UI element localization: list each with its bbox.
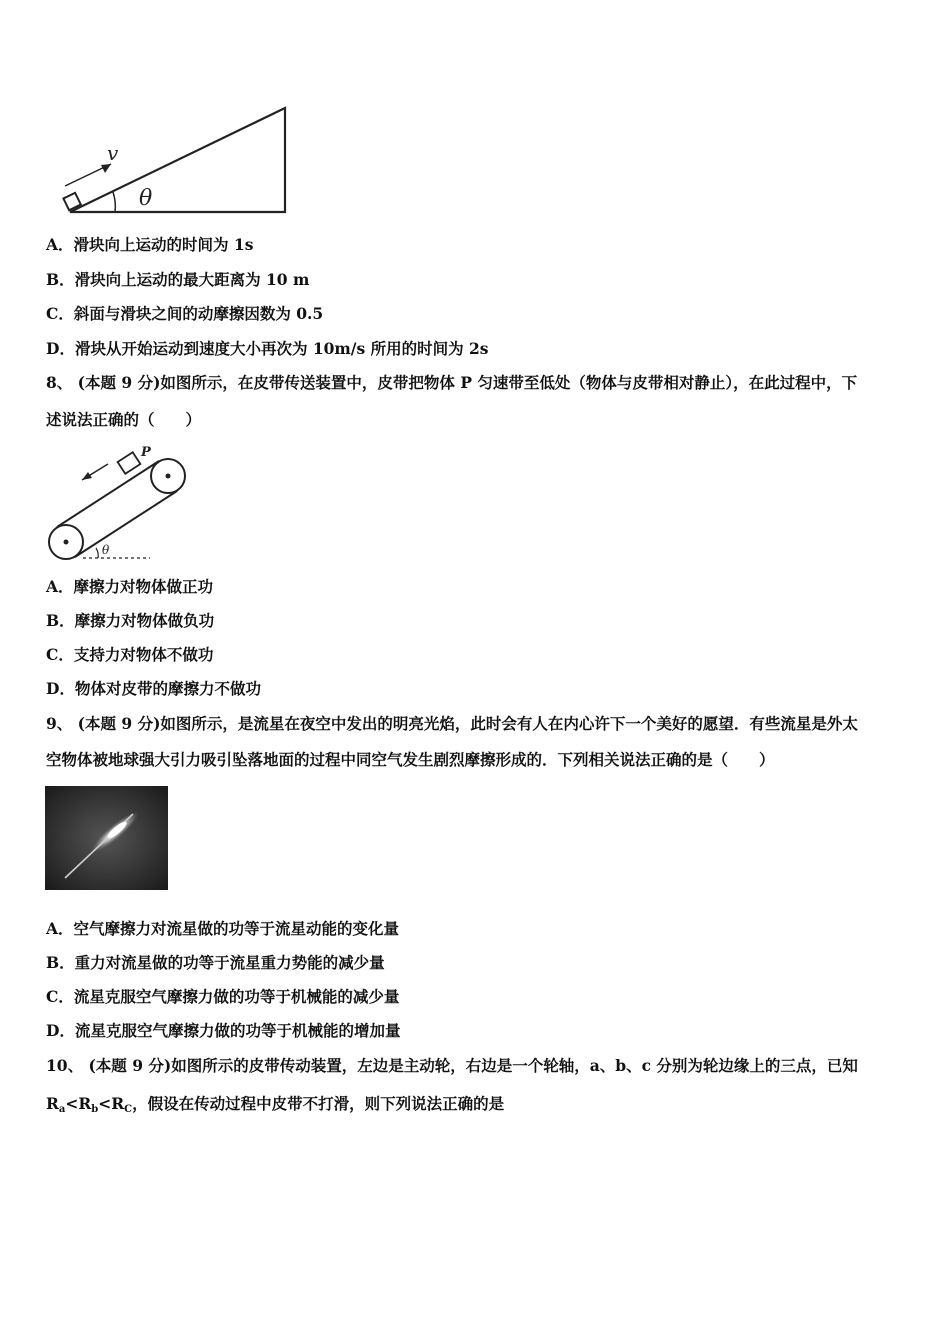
q8-option-d: D．物体对皮带的摩擦力不做功 [46, 679, 261, 698]
q9-stem-line2: 空物体被地球强大引力吸引坠落地面的过程中同空气发生剧烈摩擦形成的．下列相关说法正确的是（ ） [46, 750, 775, 769]
q10-stem-line2: $R_a<R_b<R_C$，假设在传动过程中皮带不打滑，则下列说法正确的是 [46, 1094, 505, 1115]
radius-b: $R_b$ [78, 1094, 99, 1115]
object-p-block [118, 452, 141, 474]
angle-arc [113, 192, 115, 212]
conveyor-figure [40, 440, 200, 565]
q7-option-d: D．滑块从开始运动到速度大小再次为 10m/s 所用的时间为 2s [46, 339, 489, 358]
q9-stem-line1: 9、 (本题 9 分)如图所示，是流星在夜空中发出的明亮光焰，此时会有人在内心许下一个美好的愿望．有些流星是外太 [46, 714, 858, 733]
velocity-label: v [107, 141, 119, 165]
q8-option-c: C．支持力对物体不做功 [46, 645, 214, 664]
angle-arc [96, 548, 98, 558]
q9-option-a: A．空气摩擦力对流星做的功等于流星动能的变化量 [46, 919, 400, 938]
radius-a: $R_a$ [46, 1094, 66, 1115]
angle-label: θ [102, 543, 110, 557]
q10-stem-line1: 10、 (本题 9 分)如图所示的皮带传动装置，左边是主动轮，右边是一个轮轴，a、b、c 分别为轮边缘上的三点，已知 [46, 1056, 858, 1075]
motion-arrowhead [82, 472, 92, 480]
belt-top [57, 461, 159, 527]
q7-option-b: B．滑块向上运动的最大距离为 10 m [46, 270, 310, 289]
q9-option-b: B．重力对流星做的功等于流星重力势能的减少量 [46, 953, 385, 972]
q8-option-b: B．摩擦力对物体做负功 [46, 611, 215, 630]
q9-option-d: D．流星克服空气摩擦力做的功等于机械能的增加量 [46, 1021, 401, 1040]
q7-option-c: C．斜面与滑块之间的动摩擦因数为 0.5 [46, 304, 324, 323]
angle-label: θ [139, 186, 153, 211]
meteor-photo [45, 786, 168, 890]
q9-option-c: C．流星克服空气摩擦力做的功等于机械能的减少量 [46, 987, 400, 1006]
q8-stem-line2: 述说法正确的（ ） [46, 410, 202, 429]
q8-option-a: A．摩擦力对物体做正功 [46, 577, 214, 596]
q8-stem-line1: 8、 (本题 9 分)如图所示，在皮带传送装置中，皮带把物体 P 匀速带至低处（物体与皮带相对静止），在此过程中，下 [46, 373, 858, 392]
radius-c: $R_C$ [111, 1094, 133, 1115]
incline-figure [55, 100, 295, 220]
belt-bottom [75, 491, 177, 557]
q7-option-a: A．滑块向上运动的时间为 1s [46, 235, 254, 254]
object-p-label: P [141, 445, 151, 460]
incline-triangle [70, 108, 285, 212]
